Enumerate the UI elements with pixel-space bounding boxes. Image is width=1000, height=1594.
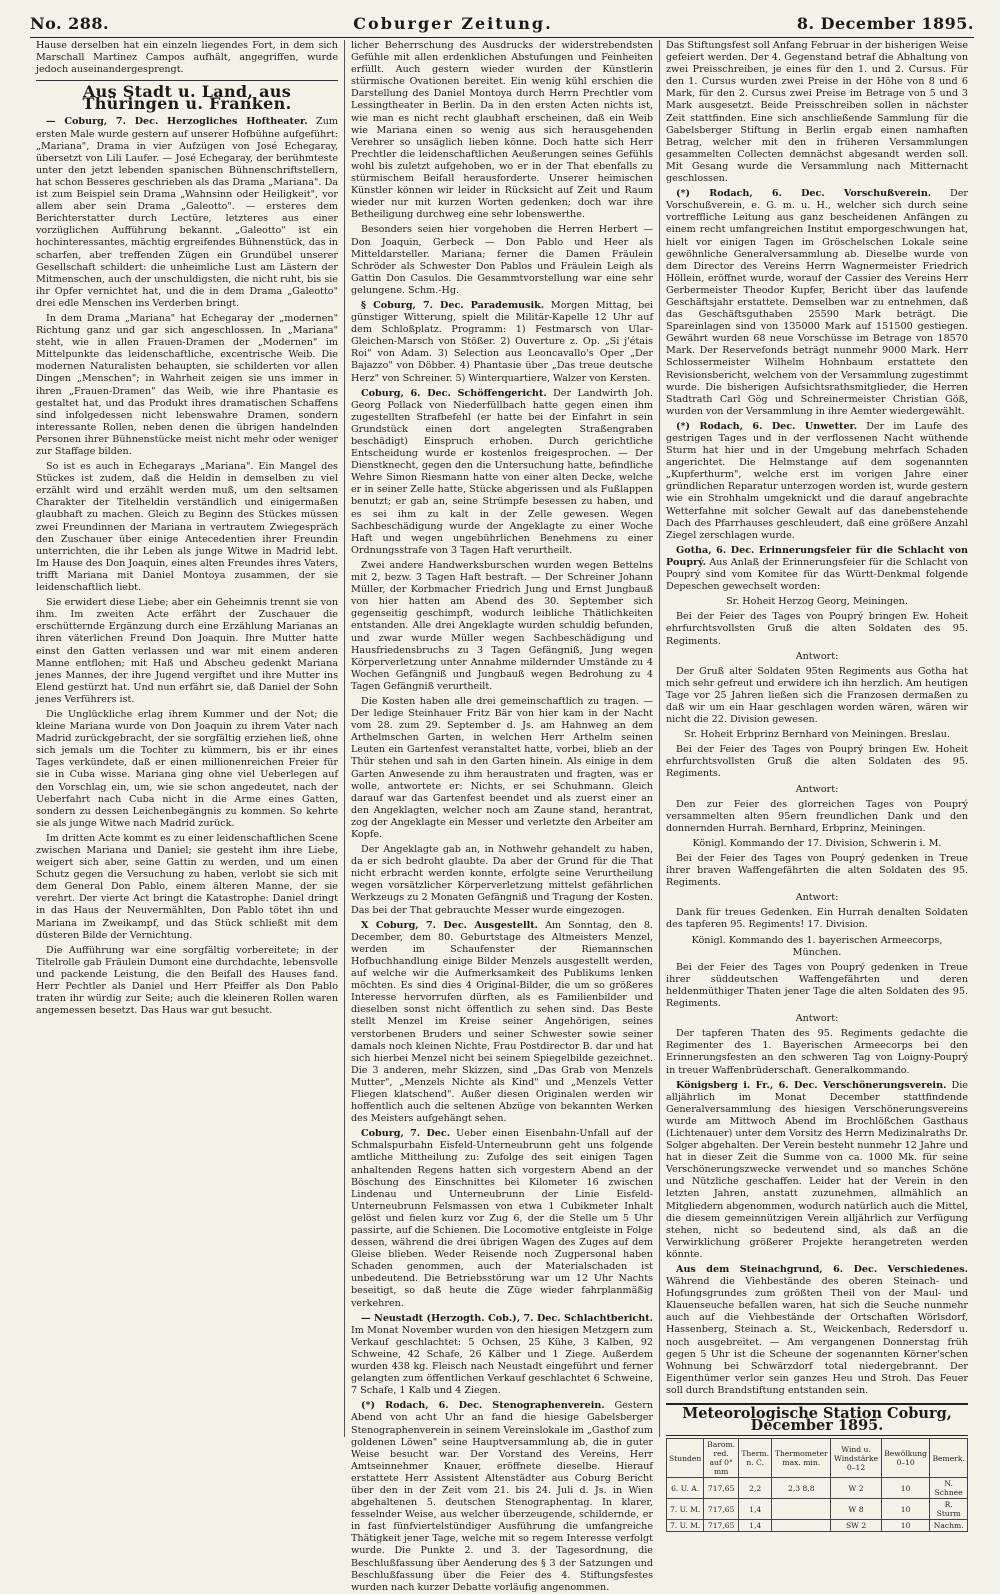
article-lead: (*) Rodach, 6. Dec. Unwetter.: [676, 420, 858, 432]
weather-cell: Nachm.: [930, 1520, 968, 1532]
article-text: Gestern Abend von acht Uhr an fand die hiesige Gabelsberger Stenographenverein in seinem Vereinslokale im „Gasthof zum goldenen Löwen" seine Hauptversammlung ab, die in guter Weise besucht war. Der Vorstand des Vereins, Herr Amtseinnehmer Knauer, eröffnete dieselbe. Hierauf erstattete Herr Assistent Altenstädter aus Coburg Bericht über den in der Zeit vom 21. bis 24. Juli d. Js. in Wien abgehaltenen 5. deutschen Stenographentag. In klarer, fesselnder Weise, aus welcher überzeugende, schildernde, er in fast fünfviertelstündiger Ausführung die umfangreiche Thätigkeit jener Tage, welche mit so regem Interesse verfolgt wurde. Die Punkte 2. und 3. der Tagesordnung, die Beschlußfassung über Aenderung des § 3 der Satzungen und Beschlußfassung über die Feier des 4. Stiftungsfestes wurden nach kurzer Debatte vorläufig angenommen.: [351, 1400, 653, 1593]
column-1: [30, 40, 344, 1437]
dispatch-text: Bei der Feier des Tages von Pouprý gedenken in Treue ihrer braven Waffengefährten die alten Soldaten des 95. Regiments.: [666, 853, 968, 889]
column-3: [659, 40, 974, 1531]
dispatch-reply: Dank für treues Gedenken. Ein Hurrah denalten Soldaten des tapferen 95. Regiments! 17. Division.: [666, 907, 968, 931]
dispatch-reply: Der tapferen Thaten des 95. Regiments gedachte die Regimenter des 1. Bayerischen Armeecorps bei den Erinnerungsfesten an den schweren Tag von Loigny-Pouprý in treuer Waffenbrüderschaft. Generalkommando.: [666, 1028, 968, 1076]
article-paragraph: [351, 1400, 653, 1594]
weather-cell: [772, 1499, 831, 1520]
paper-title: Coburger Zeitung.: [353, 14, 553, 33]
dispatch-recipient: Sr. Hoheit Herzog Georg, Meiningen.: [726, 596, 908, 608]
article-paragraph: Das Stiftungsfest soll Anfang Februar in der bisherigen Weise gefeiert werden. Der 4. Gegenstand betraf die Abhaltung von zwei Preisschreiben, je eines für den 1. und 2. Cursus. Für den 1. Cursus wurden zwei Preise in der Höhe von 8 und 6 Mark, für den 2. Cursus zwei Preise im Betrage von 5 und 3 Mark ausgesetzt. Beide Preisschreiben sollen in nächster Zeit stattfinden. Eine sich anschließende Sammlung für die Gabelsberger Stiftung in Berlin ergab einen namhaften Betrag, welcher mit den in früheren Versammlungen gesammelten Collecten demnächst abgesandt werden soll. Mit Gesang wurde die Versammlung nach Mitternacht geschlossen.: [666, 40, 968, 185]
weather-col-header: Bemerk.: [930, 1439, 968, 1478]
weather-cell: N. Schnee: [930, 1478, 968, 1499]
article-text: Während die Viehbestände des oberen Steinach- und Hofungsgrundes zum größten Theil von der Maul- und Klauenseuche befallen waren, hat sich die Seuche nunmehr auch auf die Viehbestände der Ortschaften Wörlsdorf, Hassenberg, Steinach a. St., Weickenbach, Redersdorf u. noch ausgebreitet. — Am vergangenen Donnerstag früh gegen 5 Uhr ist die Scheune der sogenannten Körner'schen Wohnung bei Schwärzdorf total niedergebrannt. Der Eigenthümer verlor sein ganzes Heu und Stroh. Das Feuer soll durch Brandstiftung entstanden sein.: [666, 1276, 968, 1396]
article-text: Die alljährlich im Monat December stattfindende Generalversammlung des hiesigen Verschönerungsvereins wurde am Mittwoch Abend im Brochlößchen Gasthaus (Lichtenauer) unter dem Vorsitz des Herrn Medizinalraths Dr. Solger abgehalten. Der Verein besteht nunmehr 12 Jahre und hat in dieser Zeit die Summe von ca. 1000 Mk. für seine Verschönerungszwecke verwendet und so manches Schöne und Nützliche geschaffen. Leider hat der Verein in den letzten Jahren, anstatt zuzunehmen, allmählich an Mitgliedern abgenommen, wodurch natürlich auch die Mittel, die diesem gemeinnützigen Verein alljährlich zur Verfügung stehen, nicht so bedeutend sind, als daß an die Verwirklichung größerer Projekte herangetreten werden könnte.: [666, 1079, 968, 1260]
article-paragraph: [351, 920, 653, 1126]
article-lead: (*) Rodach, 6. Dec. Vorschußverein.: [676, 188, 932, 200]
article-paragraph: [351, 300, 653, 385]
article-paragraph: [351, 1128, 653, 1309]
article-lead: Coburg, 7. Dec.: [361, 1128, 451, 1140]
dispatch-text: Bei der Feier des Tages von Pouprý bringen Ew. Hoheit ehrfurchtsvollsten Gruß die alten Soldaten des 95. Regiments.: [666, 744, 968, 780]
article-lead: — Coburg, 7. Dec. Herzogliches Hoftheater.: [46, 116, 308, 128]
article-paragraph: [666, 421, 968, 542]
article-lead: Königsberg i. Fr., 6. Dec. Verschönerungsverein.: [676, 1079, 947, 1091]
article-paragraph: In dem Drama „Mariana" hat Echegaray der „modernen" Richtung ganz und gar sich angeschlossen. In „Mariana" steht, wie in allen Frauen-Dramen der „Modernen" im Mittelpunkte das leidenschaftliche, excentrische Weib. Die modernen Naturalisten behaupten, sie schilderten vor allen Dingen „Menschen"; in Wahrheit zeigen sie uns immer in ihren „Frauen-Dramen" das Weib, wie ihre Phantasie es gestaltet hat, und das Produkt ihres dramatischen Schaffens sind infolgedessen nicht lebenswahre Dramen, sondern interessante Rollen, neben denen die übrigen handelnden Personen ihrer Bühnenstücke meist nicht mehr oder weniger zur Staffage bilden.: [36, 312, 338, 457]
article-text: Aus Anlaß der Erinnerungsfeier für die Schlacht von Pouprý sind vom Komitee für das Württ-Denkmal folgende Depeschen gewechselt worden:: [666, 556, 968, 593]
issue-date: 8. December 1895.: [796, 14, 974, 33]
article-paragraph: [351, 388, 653, 557]
dispatch-answer-label: Antwort:: [795, 783, 839, 795]
weather-cell: 10: [881, 1520, 929, 1532]
weather-cell: 1,4: [739, 1499, 772, 1520]
dispatch-reply: Den zur Feier des glorreichen Tages von Pouprý versammelten alten 95ern freundlichen Dank und den donnernden Hurrah. Bernhard, Erbprinz, Meiningen.: [666, 798, 968, 834]
article-paragraph: Der Angeklagte gab an, in Nothwehr gehandelt zu haben, da er sich bedroht glaubte. Da aber der Grund für die That nicht erbracht werden konnte, erfolgte seine Verurtheilung wegen vorsätzlicher Körperverletzung mittelst gefährlichen Werkzeugs zu 2 Monaten Gefängniß und Tragung der Kosten. Das bei der That gebrauchte Messer wurde eingezogen.: [351, 844, 653, 916]
weather-col-header: Wind u. Windstärke 0–12: [831, 1439, 882, 1478]
weather-cell: 10: [881, 1478, 929, 1499]
dispatch-recipient: Königl. Kommando der 17. Division, Schwerin i. M.: [692, 837, 942, 849]
article-paragraph: licher Beherrschung des Ausdrucks der widerstrebendsten Gefühle mit allen erdenklichen Abstufungen und Feinheiten erfüllt. Auch gestern wieder wurden der Künstlerin stürmische Ovationen bereitet. Ein wenig kühl erschien die Darstellung des Daniel Montoya durch Herrn Prechtler vom Lessingtheater in Berlin. Da in den ersten Acten nichts ist, wie man es nicht recht glaubhaft erscheinen, daß ein Weib wie Mariana einen so wenig aus sich herausgehenden Verehrer so unsäglich lieben könne. Doch hatte sich Herr Prechtler die leidenschaftlichen Aeußerungen seines Gefühls wohl bis zuletzt aufgehoben, wo er in der That ebenfalls zu stürmischem Beifall herausforderte. Unserer heimischen Künstler können wir leider in Rücksicht auf Zeit und Raum wieder nur mit kurzen Worten gedenken; doch war ihre Betheiligung durchweg eine sehr lobenswerthe.: [351, 40, 653, 221]
columns: [30, 40, 974, 1593]
section-title: Aus Stadt u. Land, aus Thüringen u. Franken.: [82, 82, 292, 114]
dispatch-reply: Der Gruß alter Soldaten 95ten Regiments aus Gotha hat mich sehr gefreut und erwidere ich ihn herzlich. Am heutigen Tage vor 25 Jahren ließen sich die Franzosen dermaßen zu daß wir um ein Haar geschlagen worden wären, wären wir nicht die 22. Division gewesen.: [666, 665, 968, 726]
article-paragraph: [36, 116, 338, 310]
article-text: Hause derselben hat ein einzeln liegendes Fort, in dem sich Marschall Martinez Campos aufhält, angegriffen, wurde jedoch auseinandergesprengt.: [36, 40, 338, 76]
article-text: Zum ersten Male wurde gestern auf unserer Hofbühne aufgeführt: „Mariana", Drama in vier Aufzügen von José Echegaray, übersetzt von Lili Laufer. — José Echegaray, der berühmteste unter den jetzt lebenden spanischen Bühnenschriftstellern, hat schon Besseres geschrieben als das Drama „Mariana". Da ist zum Beispiel sein Drama „Wahnsinn oder Heiligkeit", vor allem aber sein Drama „Galeotto". — ersteres dem Berichterstatter durch Lectüre, letzteres aus einer vorzüglichen Aufführung bekannt. „Galeotto" ist ein hochinteressantes, mächtig ergreifendes Bühnenstück, das in scharfen, aber treffenden Zügen ein Grundübel unserer Gesellschaft schildert: die unheimliche Lust am Lästern der Mitmenschen, auch der unschuldigsten, die nicht ruht, bis sie ihr Opfer vernichtet hat, und die in dem Drama „Galeotto" drei edle Menschen ins Verderben bringt.: [36, 116, 338, 309]
weather-header-row: [667, 1439, 968, 1478]
weather-cell: 717,65: [704, 1520, 739, 1532]
weather-col-header: Therm. n. C.: [739, 1439, 772, 1478]
weather-col-header: Stunden: [667, 1439, 704, 1478]
article-paragraph: Die Unglückliche erlag ihrem Kummer und der Not; die kleine Mariana wurde von Don Joaquin zu ihrem Vater nach Madrid zurückgebracht, der sie sorgfältig erziehen ließ, ohne sich jemals um die Tochter zu kümmern, bis er ihr eines Tages verkündete, daß er einen millionenreichen Freier für sie in Cuba wisse. Mariana ging ohne viel Ueberlegen auf den Vorschlag ein, um, wie sie schon angedeutet, nach der Ueberfahrt nach Cuba nicht in die Arme eines Gatten, sondern zu dessen Leichenbegängnis zu kommen. So kehrte sie als junge Witwe nach Madrid zurück.: [36, 708, 338, 829]
article-paragraph: Besonders seien hier vorgehoben die Herren Herbert — Don Joaquin, Gerbeck — Don Pablo und Heer als Mitteldarsteller. Mariana; ferner die Damen Fräulein Schröder als Schwester Don Pablos und Fräulein Leigh als Gattin Don Casulos. Die Gesammtvorstellung war eine sehr gelungene. Schm.-Hg.: [351, 224, 653, 296]
article-lead: Gotha, 6. Dec. Erinnerungsfeier für die Schlacht von Pouprý.: [666, 544, 968, 568]
article-lead: X Coburg, 7. Dec. Ausgestellt.: [361, 919, 538, 931]
article-text: Der Landwirth Joh. Georg Pollack von Niederfüllbach hatte gegen einen ihm zugestellten Strafbefehl (er hatte bei der Einfahrt in sein Grundstück einen dort angelegten Straßengraben beschädigt) Einspruch erhoben. Durch gerichtliche Entscheidung wurde er kostenlos freigesprochen. — Der Dienstknecht, gegen den die Untersuchung hatte, befindliche Wehre Simon Riesmann hatte von einer alten Decke, welche er in seiner Zelle hatte, Stücke abgerissen und als Fußlappen benutzt; er gab an, seine Strümpfe besessen zu haben, und es sei ihm zu kalt in der Zelle gewesen. Wegen Sachbeschädigung wurde der Angeklagte zu einer Woche Haft und wegen ungebührlichen Benehmens zu einer Ordnungsstrafe von 3 Tagen Haft verurtheilt.: [351, 387, 653, 556]
article-paragraph: Die Aufführung war eine sorgfältig vorbereitete; in der Titelrolle gab Fräulein Dumont eine durchdachte, lebensvolle und packende Leistung, die den Beifall des Hauses fand. Herr Pechtler als Daniel und Herr Pfeiffer als Don Pablo traten ihr würdig zur Seite; auch die kleineren Rollen waren angemessen besetzt. Das Haus war gut besucht.: [36, 944, 338, 1017]
dispatch-answer-label: Antwort:: [795, 650, 839, 662]
article-paragraph: [351, 1313, 653, 1398]
weather-cell: R. Sturm: [930, 1499, 968, 1520]
article-paragraph: [666, 188, 968, 418]
article-paragraph: Zwei andere Handwerksburschen wurden wegen Bettelns mit 2, bezw. 3 Tagen Haft bestraft. — Der Schreiner Johann Müller, der Korbmacher Friedrich Jung und Ernst Jungbauß von hier hatten am Abend des 30. September sich gegenseitig geschimpft, wodurch leibliche Thätlichkeiten entstanden. Alle drei Angeklagte wurden schuldig befunden, und zwar wurde Müller wegen Sachbeschädigung und Hausfriedensbruchs zu 3 Tagen Gefängniß, Jung wegen Körperverletzung unter Annahme mildernder Umstände zu 4 Wochen Gefängniß und Jungbauß wegen Bedrohung zu 4 Tagen Gefängniß verurtheilt.: [351, 559, 653, 692]
article-text: Im Monat November wurden von den hiesigen Metzgern zum Verkauf geschlachtet: 5 Ochsen, 25 Kühe, 3 Kalben, 92 Schweine, 42 Schafe, 26 Kälber und 1 Ziege. Außerdem wurden 438 kg. Fleisch nach Neustadt eingeführt und ferner gelangten zum öffentlichen Verkauf geschlachtet 6 Schweine, 7 Schafe, 1 Kalb und 4 Ziegen.: [351, 1324, 653, 1397]
article-paragraph: [666, 1080, 968, 1261]
article-text: Morgen Mittag, bei günstiger Witterung, spielt die Militär-Kapelle 12 Uhr auf dem Schloßplatz. Programm: 1) Festmarsch von Ular-Gleichen-Marsch von Stößer. 2) Ouverture z. Op. „Si j'étais Roi" von Adam. 3) Selection aus Leoncavallo's Oper „Der Bajazzo" von Döbber. 4) Phantasie über „Das treue deutsche Herz" von Schreiner. 5) Winterquartiere, Walzer von Kersten.: [351, 299, 654, 384]
dispatch-recipient: Königl. Kommando des 1. bayerischen Armeecorps, München.: [691, 934, 943, 958]
dispatch-text: Bei der Feier des Tages von Pouprý bringen Ew. Hoheit ehrfurchtsvollsten Gruß die alten Soldaten des 95. Regiments.: [666, 611, 968, 647]
dispatch-answer-label: Antwort:: [795, 1013, 839, 1025]
article-lead: (*) Rodach, 6. Dec. Stenographenverein.: [361, 1400, 605, 1412]
article-text: Ueber einen Eisenbahn-Unfall auf der Schmalspurbahn Eisfeld-Unterneubrunn geht uns folgende amtliche Mittheilung zu: Zufolge des seit einigen Tagen anhaltenden Regens hatten sich vorgestern Abend an der Böschung des Einschnittes bei Kilometer 16 zwischen Lindenau und Unterneubrunn der Linie Eisfeld-Unterneubrunn Felsmassen von etwa 1 Cubikmeter Inhalt gelöst und fielen kurz vor Zug 6, der die Stelle um 5 Uhr passirte, auf die Schienen. Die Locomotive entgleiste in Folge dessen, während die drei übrigen Wagen des Zuges auf dem Gleise blieben. Weder Reisende noch Zugpersonal haben Schaden genommen, auch der Materialschaden ist unbedeutend. Die Betriebsstörung war um 12 Uhr Nachts beseitigt, so daß heute die Züge wieder fahrplanmäßig verkehren.: [351, 1128, 653, 1309]
article-lead: Coburg, 6. Dec. Schöffengericht.: [361, 387, 547, 399]
weather-cell: [772, 1520, 831, 1532]
weather-cell: W 2: [831, 1478, 882, 1499]
article-paragraph: [666, 1264, 968, 1397]
weather-cell: 2,3 8,8: [772, 1478, 831, 1499]
article-lead: § Coburg, 7. Dec. Parademusik.: [361, 299, 545, 311]
article-lead: — Neustadt (Herzogth. Cob.), 7. Dec. Schlachtbericht.: [361, 1312, 653, 1324]
weather-table: [666, 1438, 968, 1532]
masthead: [30, 14, 974, 38]
article-text: Der Vorschußverein, e. G. m. u. H., welcher sich durch seine vortreffliche Leitung aus ganz bescheidenen Anfängen zu einem recht umfangreichen Institut emporgeschwungen hat, hielt vor einigen Tagen im Gröschelschen Lokale seine gewöhnliche Generalversammlung ab. Dieselbe wurde von dem Director des Vereins Herrn Wagnermeister Friedrich Höllein, eröffnet wurde, worauf der Cassier des Vereins Herr Gerbermeister Theodor Kupfer, Bericht über das laufende Geschäftsjahr erstattete. Demselben war zu entnehmen, daß das Geschäftsguthaben 25590 Mark beträgt. Die Spareinlagen sind von 135000 Mark auf 151500 gestiegen. Gewährt wurden 68 neue Vorschüsse im Betrage von 18570 Mark. Der Reservefonds beträgt nunmehr 9000 Mark. Herr Schlossermeister Wilhelm Hohnbaum erstattete den Revisionsbericht, welchem von der Versammlung zugestimmt wurde. Die bisherigen Aufsichtsrathsmitglieder, die Herren Stadtrath Carl Gög und Schreinermeister Christian Göß, wurden von der Versammlung in ihre Aemter wiedergewählt.: [666, 188, 968, 417]
dispatch-text: Bei der Feier des Tages von Pouprý gedenken in Treue ihrer süddeutschen Waffengefährten und deren heldenmüthiger Thaten jener Tage die alten Soldaten des 95. Regiments.: [666, 961, 968, 1010]
article-lead: Aus dem Steinachgrund, 6. Dec. Verschiedenes.: [676, 1264, 968, 1275]
weather-cell: 1,4: [739, 1520, 772, 1532]
dispatch-recipient: Sr. Hoheit Erbprinz Bernhard von Meiningen. Breslau.: [684, 729, 950, 741]
weather-cell: 2,2: [739, 1478, 772, 1499]
weather-cell: 717,65: [704, 1499, 739, 1520]
article-paragraph: [666, 545, 968, 593]
table-row: [667, 1478, 968, 1499]
article-paragraph: Im dritten Acte kommt es zu einer leidenschaftlichen Scene zwischen Mariana und Daniel; sie gesteht ihm ihre Liebe, weigert sich aber, seine Gattin zu werden, und um einen Schutz gegen die Versuchung zu haben, verlobt sie sich mit dem General Don Pablo, einem älteren Manne, der sie verehrt. Der vierte Act bringt die Katastrophe: Daniel dringt in das Haus der Neuvermählten, Don Pablo tötet ihn und Mariana im Zweikampf, und das Stück schließt mit dem düsteren Bilde der Vernichtung.: [36, 832, 338, 941]
weather-station-title: Meteorologische Station Coburg, December 1895.: [666, 1403, 968, 1436]
table-row: [667, 1499, 968, 1520]
article-paragraph: Die Kosten haben alle drei gemeinschaftlich zu tragen. — Der ledige Steinhauer Fritz Bär von hier kam in der Nacht vom 28. zum 29. September d. Js. am Hahnweg an dem Arthelmschen Garten, in welchen Herr Arthelm seinen Leuten ein Gartenfest veranstaltet hatte, vorbei, blieb an der Thür stehen und sah in den Garten hinein. Als einige in dem Garten Anwesende zu ihm heraustraten und fragten, was er wolle, antwortete er: Nichts, er sei Schuhmann. Gleich darauf war das Gartenfest beendet und als zuerst einer an den Angeklagten, welcher noch am Zaune stand, herantrat, zog der Angeklagte ein Messer und verletzte den Arbeiter am Kopfe.: [351, 695, 653, 840]
weather-cell: 7. U. M.: [667, 1520, 704, 1532]
article-text: Am Sonntag, den 8. December, dem 80. Geburtstage des Altmeisters Menzel, werden im Schaufenster der Riemannschen Hofbuchhandlung einige Bilder Menzels ausgestellt werden, auf welche wir die Aufmerksamkeit des Publikums lenken möchten. Es sind dies 4 Original-Bilder, die um so größeres Interesse hervorrufen dürften, als es Familienbilder und dieselben sonst nicht öffentlich zu sehen sind. Das Beste stellt Menzel im Kreise seiner Angehörigen, seines verstorbenen Bruders und seiner Schwester sowie seiner damals noch kleinen Nichte, Frau Postdirector B. dar und hat sich hierbei Menzel nicht bei seinem Spiegelbilde gezeichnet. Die 3 anderen, mehr Skizzen, sind „Das Grab von Menzels Mutter", „Menzels Nichte als Kind" und „Menzels Vetter Fliegen klatschend". Außer diesen Originalen werden wir hoffentlich auch die seltenen Abzüge von bekannten Werken des Meisters aufgehängt sehen.: [351, 919, 653, 1125]
weather-cell: 10: [881, 1499, 929, 1520]
table-row: [667, 1520, 968, 1532]
weather-cell: 7. U. M.: [667, 1499, 704, 1520]
article-paragraph: Sie erwidert diese Liebe; aber ein Geheimnis trennt sie von ihm. Im zweiten Acte erfährt der Zuschauer die erschütternde Ergänzung durch eine Erzählung Marianas an ihren väterlichen Freund Don Joaquin. Ihre Mutter hatte einst den Gatten verlassen und war mit einem anderen Manne entflohen; mit Haß und Abscheu gedenkt Mariana jenes Mannes, der ihre Jugend vergiftet und ihre Mutter ins Elend gestürzt hat. Und nun erfährt sie, daß Daniel der Sohn jenes Verführers ist.: [36, 597, 338, 705]
weather-cell: W 8: [831, 1499, 882, 1520]
weather-col-header: Barom. red. auf 0° mm: [704, 1439, 739, 1478]
weather-cell: 717,65: [704, 1478, 739, 1499]
weather-col-header: Thermometer max. min.: [772, 1439, 831, 1478]
divider: [36, 80, 338, 81]
article-text: Der im Laufe des gestrigen Tages und in der verflossenen Nacht wüthende Sturm hat hier und in der Umgebung mehrfach Schaden angerichtet. Die Helmstange auf dem sogenannten „Kupferthurm", welche erst im vorigen Jahre einer gründlichen Reparatur unterzogen worden ist, wurde gestern wie ein Strohhalm umgeknickt und die darauf angebrachte Wetterfahne mit solcher Gewalt auf das danebenstehende Dach des Pfarrhauses geschleudert, daß eine größere Anzahl Ziegel zerschlagen wurde.: [666, 420, 968, 541]
column-2: [344, 40, 659, 1593]
article-paragraph: So ist es auch in Echegarays „Mariana". Ein Mangel des Stückes ist zudem, daß die Heldin in demselben zu viel erzählt wird und erzählt werden muß, um den seltsamen Charakter der Titelheldin verständlich und einigermaßen glaubhaft zu machen. Gleich zu Beginn des Stückes müssen zwei Freundinnen der Mariana in vertrautem Zwiegespräch den Zuschauer über einige Antecedentien ihrer Freundin unterrichten, die ihr Leben als junge Witwe in Madrid lebt. Im Hause des Don Joaquin, eines alten Freundes ihres Vaters, trifft Mariana mit Daniel Montoya zusammen, der sie leidenschaftlich liebt.: [36, 461, 338, 594]
dispatch-answer-label: Antwort:: [795, 892, 839, 904]
weather-cell: 6. U. A.: [667, 1478, 704, 1499]
weather-cell: SW 2: [831, 1520, 882, 1532]
weather-col-header: Bewölkung 0–10: [881, 1439, 929, 1478]
issue-number: No. 288.: [30, 14, 110, 33]
